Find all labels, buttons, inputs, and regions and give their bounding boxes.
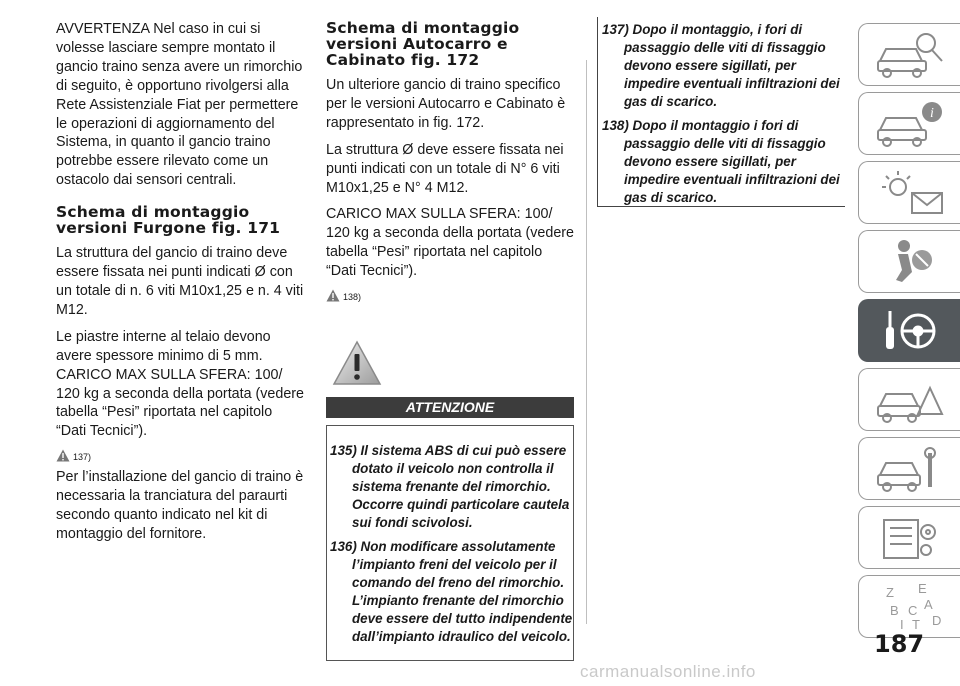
tab-car-search[interactable] [858,23,960,86]
middle-column [326,20,576,661]
svg-text:i: i [929,105,934,121]
car-info-icon [872,98,948,150]
attention-box [326,425,574,661]
index-letter: D [931,612,941,628]
index-letter: B [889,602,899,618]
attention-note: 136) Non modificare assolutamente l’impianto freni del veicolo per il comando del freno del rimorchio. L’impianto frenante del rimorchio deve essere del tutto indipendente dall’impianto idraulico del veicolo. [330,539,573,645]
index-letter: C [907,602,917,618]
chapter-tabs [858,23,960,644]
attention-header: ATTENZIONE [326,397,574,418]
reference-number: 137) [73,452,92,463]
car-warning-triangle-icon [872,374,948,426]
attention-warning-icon [326,340,576,391]
autocarro-intro-paragraph: Un ulteriore gancio di traino specifico per le versioni Autocarro e Cabinato è rappresentato in fig. 172. [326,77,566,131]
right-notes-box [597,17,845,207]
autocarro-fixing-paragraph: La struttura Ø deve essere fissata nei punti indicati con un totale di N° 6 viti M10x1,25 e N° 4 M12. [326,141,564,196]
car-search-icon [872,29,948,81]
page-number: 187 [874,630,925,658]
left-column [56,20,306,552]
warning-triangle-icon [56,449,70,462]
tab-maintenance[interactable] [858,437,960,500]
sealing-note: 138) Dopo il montaggio i fori di passaggio delle viti di fissaggio devono essere sigillati, per impedire eventuali infiltrazioni dei gas di scarico. [602,118,840,205]
section-heading-furgone: Schema di montaggio versioni Furgone fig. 171 [56,203,281,238]
tab-car-info[interactable] [858,92,960,155]
bumper-paragraph: Per l’installazione del gancio di traino è necessaria la tranciatura del paraurti secondo quanto indicato nel kit di montaggio del fornitore. [56,469,304,542]
furgone-plates-paragraph: Le piastre interne al telaio devono avere spessore minimo di 5 mm. CARICO MAX SULLA SFERA: 100/ 120 kg a seconda della portata (vedere tabella “Pesi” riportata nel capitolo “Dati Tecnici”). [56,328,304,440]
avvertenza-paragraph: AVVERTENZA Nel caso in cui si volesse lasciare sempre montato il gancio traino senza avere un rimorchio di seguito, è opportuno rivolgersi alla Rete Assistenziale Fiat per permettere le operazioni di aggiornamento del Sistema, in quanto il gancio traino potrebbe essere rilevato come un ostacolo dai sensori centrali. [56,21,303,189]
attention-note: 135) Il sistema ABS di cui può essere dotato il veicolo non controlla il sistema frenante del rimorchio. Occorre quindi particolare cautela sui fondi scivolosi. [330,443,570,531]
warning-reference[interactable] [326,289,576,302]
tab-warning-lights[interactable] [858,161,960,224]
technical-data-gear-icon [872,512,948,564]
index-letter: T [911,616,920,632]
tab-airbag[interactable] [858,230,960,293]
reference-number: 138) [343,292,362,303]
section-heading-autocarro: Schema di montaggio versioni Autocarro e Cabinato fig. 172 [326,19,520,69]
index-letter: I [899,616,904,632]
tab-technical-data[interactable] [858,506,960,569]
alphabetical-index-icon [872,581,948,633]
warning-lights-icon [872,167,948,219]
index-letter: Z [885,584,894,600]
tab-emergency[interactable] [858,368,960,431]
tab-starting-driving[interactable] [858,299,960,362]
sealing-note: 137) Dopo il montaggio, i fori di passaggio delle viti di fissaggio devono essere sigillati, per impedire eventuali infiltrazioni dei gas di scarico. [602,22,840,109]
tab-index[interactable] [858,575,960,638]
car-wrench-icon [872,443,948,495]
airbag-person-icon [872,236,948,288]
column-divider [586,60,587,624]
warning-reference[interactable] [56,449,306,462]
furgone-fixing-paragraph: La struttura del gancio di traino deve essere fissata nei punti indicati Ø con un totale di n. 6 viti M10x1,25 e n. 4 viti M12. [56,245,304,318]
index-letter: E [917,580,927,596]
warning-triangle-icon [326,289,340,302]
autocarro-load-paragraph: CARICO MAX SULLA SFERA: 100/ 120 kg a seconda della portata (vedere tabella “Pesi” riportata nel capitolo “Dati Tecnici”). [326,206,574,280]
watermark: carmanualsonline.info [580,662,756,681]
index-letter: A [923,596,933,612]
key-steering-wheel-icon [872,305,948,357]
